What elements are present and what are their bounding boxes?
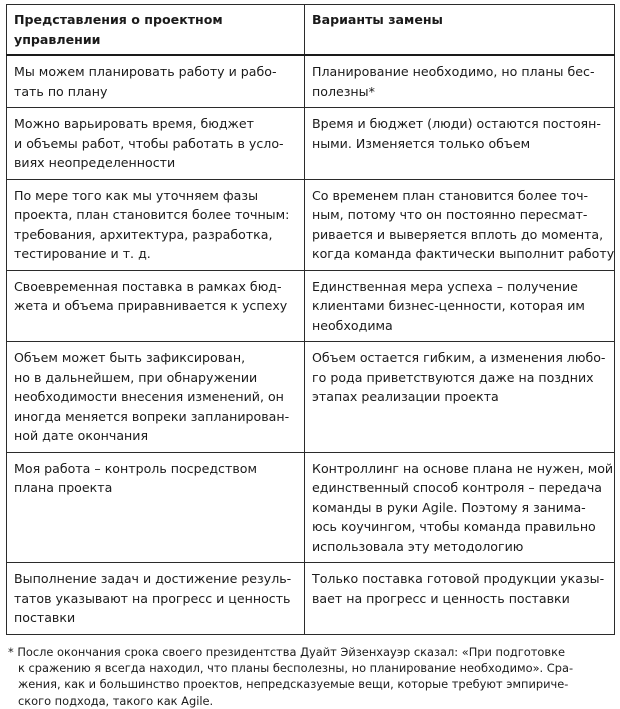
footnote-line: жения, как и большинство проектов, непредсказуемые вещи, которые требуют эмпириче-	[8, 676, 614, 692]
cell-text-line: Контроллинг на основе плана не нужен, мой	[312, 459, 607, 479]
cell-text-line: плана проекта	[14, 478, 297, 498]
cell-text-line: го рода приветствуются даже на поздних	[312, 368, 607, 388]
row-6-view	[7, 452, 305, 563]
footnote-line: ского подхода, такого как Agile.	[8, 693, 614, 709]
footnote-line: к сражению я всегда находил, что планы бесполезны, но планирование необходимо». Сра-	[8, 660, 614, 676]
cell-text-line: вает на прогресс и ценность поставки	[312, 589, 607, 609]
page	[6, 4, 614, 709]
cell-text-line: иногда меняется вопреки запланирован-	[14, 407, 297, 427]
row-6-replacement	[305, 452, 615, 563]
cell-text-line: юсь коучингом, чтобы команда правильно	[312, 517, 607, 537]
cell-text-line: этапах реализации проекта	[312, 387, 607, 407]
cell-text-line: По мере того как мы уточняем фазы	[14, 186, 297, 206]
table-header-row	[7, 5, 615, 56]
cell-text-line: Своевременная поставка в рамках бюд-	[14, 277, 297, 297]
cell-text-line: команды в руки Agile. Поэтому я занима-	[312, 498, 607, 518]
footnote-line: * После окончания срока своего президентства Дуайт Эйзенхауэр сказал: «При подготовке	[8, 644, 614, 660]
cell-text-line: Можно варьировать время, бюджет	[14, 114, 297, 134]
cell-text-line: Объем может быть зафиксирован,	[14, 348, 297, 368]
cell-text-line: жета и объема приравнивается к успеху	[14, 296, 297, 316]
cell-text-line: Время и бюджет (люди) остаются постоян-	[312, 114, 607, 134]
cell-text-line: Планирование необходимо, но планы бес-	[312, 62, 607, 82]
row-4-replacement	[305, 270, 615, 342]
table-row	[7, 270, 615, 342]
table-row	[7, 342, 615, 453]
row-3-replacement	[305, 179, 615, 270]
cell-text-line: Со временем план становится более точ-	[312, 186, 607, 206]
cell-text-line: тестирование и т. д.	[14, 244, 297, 264]
cell-text-line: татов указывают на прогресс и ценность	[14, 589, 297, 609]
cell-text-line: полезны*	[312, 82, 607, 102]
cell-text-line: Только поставка готовой продукции указы-	[312, 569, 607, 589]
table-row	[7, 452, 615, 563]
header-project-management-views: Представления о проектном управлении	[7, 5, 305, 56]
cell-text-line: тать по плану	[14, 82, 297, 102]
cell-text-line: проекта, план становится более точным:	[14, 205, 297, 225]
row-5-view	[7, 342, 305, 453]
row-1-view	[7, 55, 305, 108]
cell-text-line: ной дате окончания	[14, 426, 297, 446]
cell-text-line: когда команда фактически выполнит работу	[312, 244, 607, 264]
row-1-replacement	[305, 55, 615, 108]
table-row	[7, 55, 615, 108]
cell-text-line: ными. Изменяется только объем	[312, 134, 607, 154]
table-row	[7, 563, 615, 635]
header-replacement-options: Варианты замены	[305, 5, 615, 56]
table-row	[7, 108, 615, 180]
row-5-replacement	[305, 342, 615, 453]
row-4-view	[7, 270, 305, 342]
row-3-view	[7, 179, 305, 270]
cell-text-line: клиентами бизнес-ценности, которая им	[312, 296, 607, 316]
row-2-view	[7, 108, 305, 180]
comparison-table	[6, 4, 615, 635]
cell-text-line: ным, потому что он постоянно пересмат-	[312, 205, 607, 225]
cell-text-line: но в дальнейшем, при обнаружении	[14, 368, 297, 388]
cell-text-line: Объем остается гибким, а изменения любо-	[312, 348, 607, 368]
cell-text-line: необходима	[312, 316, 607, 336]
cell-text-line: Моя работа – контроль посредством	[14, 459, 297, 479]
row-7-replacement	[305, 563, 615, 635]
cell-text-line: поставки	[14, 608, 297, 628]
cell-text-line: Выполнение задач и достижение резуль-	[14, 569, 297, 589]
cell-text-line: использовала эту методологию	[312, 537, 607, 557]
cell-text-line: ривается и выверяется вплоть до момента,	[312, 225, 607, 245]
cell-text-line: и объемы работ, чтобы работать в усло-	[14, 134, 297, 154]
cell-text-line: Единственная мера успеха – получение	[312, 277, 607, 297]
table-row	[7, 179, 615, 270]
cell-text-line: необходимости внесения изменений, он	[14, 387, 297, 407]
footnote	[6, 644, 614, 709]
row-7-view	[7, 563, 305, 635]
cell-text-line: виях неопределенности	[14, 153, 297, 173]
cell-text-line: требования, архитектура, разработка,	[14, 225, 297, 245]
row-2-replacement	[305, 108, 615, 180]
cell-text-line: Мы можем планировать работу и рабо-	[14, 62, 297, 82]
cell-text-line: единственный способ контроля – передача	[312, 478, 607, 498]
